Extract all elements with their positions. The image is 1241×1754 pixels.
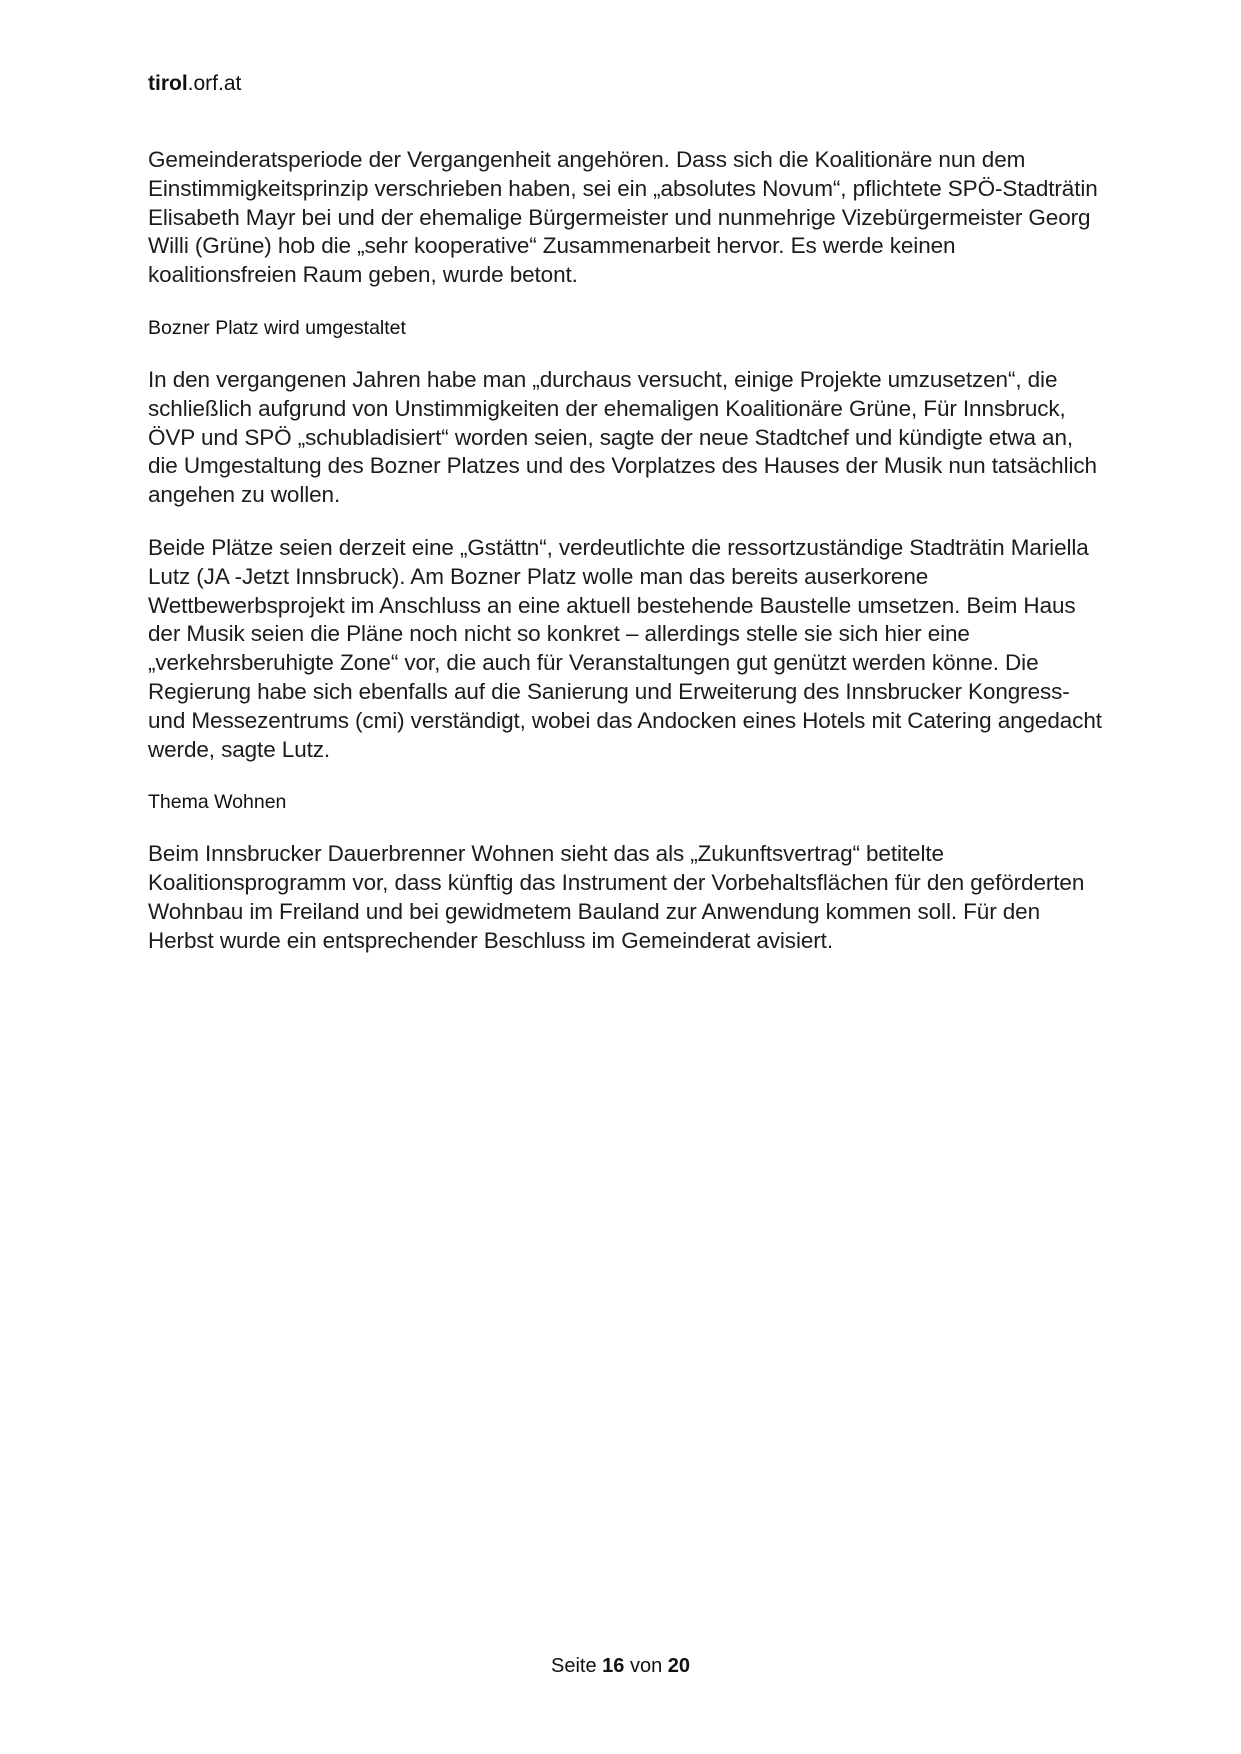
site-name-domain: .orf.at [187,72,242,95]
paragraph: Gemeinderatsperiode der Vergangenheit angehören. Dass sich die Koalitionäre nun dem Einstimmigkeitsprinzip verschrieben haben, sei ein „absolutes Novum“, pflichtete SPÖ-Stadträtin Elisabeth Mayr bei und der ehemalige Bürgermeister und nunmehrige Vizebürgermeister Georg Willi (Grüne) hob die „sehr kooperative“ Zusammenarbeit hervor. Es werde keinen koalitionsfreien Raum geben, wurde betont. [148,147,1098,288]
paragraph: In den vergangenen Jahren habe man „durchaus versucht, einige Projekte umzusetzen“, die schließlich aufgrund von Unstimmigkeiten der ehemaligen Koalitionäre Grüne, Für Innsbruck, ÖVP und SPÖ „schubladisiert“ worden seien, sagte der neue Stadtchef und kündigte etwa an, die Umgestaltung des Bozner Platzes und des Vorplatzes des Hauses der Musik nun tatsächlich angehen zu wollen. [148,366,1097,508]
total-pages: 20 [667,1655,691,1677]
paragraph: Beide Plätze seien derzeit eine „Gstättn“, verdeutlichte die ressortzuständige Stadträtin Mariella Lutz (JA -Jetzt Innsbruck). Am Bozner Platz wolle man das bereits auserkorene Wettbewerbsprojekt im Anschluss an eine aktuell bestehende Baustelle umsetzen. Beim Haus der Musik seien die Pläne noch nicht so konkret – allerdings stelle sie sich hier eine „verkehrsberuhigte Zone“ vor, die auch für Veranstaltungen gut genützt werden könne. Die Regierung habe sich ebenfalls auf die Sanierung und Erweiterung des Innsbrucker Kongress- und Messezentrums (cmi) verständigt, wobei das Andocken eines Hotels mit Catering angedacht werde, sagte Lutz. [148,534,1102,762]
page-label: Seite [550,1655,597,1677]
paragraph: Beim Innsbrucker Dauerbrenner Wohnen sieht das als „Zukunftsvertrag“ betitelte Koalitionsprogramm vor, dass künftig das Instrument der Vorbehaltsflächen für den geförderten Wohnbau im Freiland und bei gewidmetem Bauland zur Anwendung kommen soll. Für den Herbst wurde ein entsprechender Beschluss im Gemeinderat avisiert. [148,841,1085,953]
section-heading: Bozner Platz wird umgestaltet [148,316,406,339]
site-name-bold: tirol [148,72,188,95]
page-footer [0,1655,1241,1678]
article-body [148,146,1108,980]
section-heading: Thema Wohnen [148,791,287,814]
site-header [148,72,241,96]
page-separator: von [629,1655,663,1677]
current-page-number: 16 [602,1655,625,1677]
